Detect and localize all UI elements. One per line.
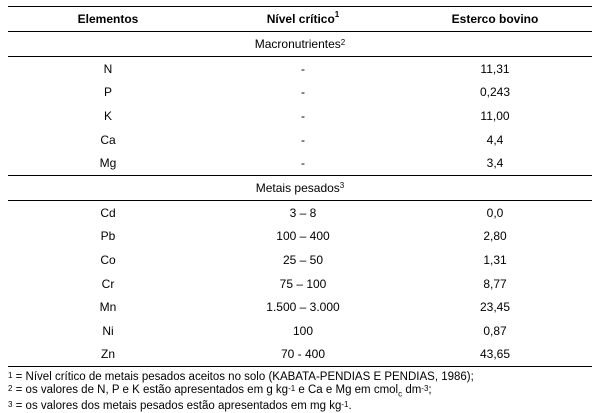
cell-elemento: P [103, 85, 112, 100]
cell-nivel-critico: 1.500 – 3.000 [266, 300, 340, 315]
cell-esterco-bovino: 23,45 [479, 300, 511, 315]
cell-nivel-critico: - [301, 132, 305, 147]
table-header [8, 7, 592, 31]
cell-elemento: Ni [102, 323, 114, 338]
table-row [8, 104, 592, 128]
footnote-3: $^3$ = os valores dos metais pesados estão apresentados em mg $kg^{-1}$. [8, 400, 352, 413]
cell-esterco-bovino: 0,87 [483, 323, 507, 338]
cell-nivel-critico: - [301, 85, 305, 100]
cell-nivel-critico: - [301, 156, 305, 171]
table-row [8, 272, 592, 296]
cell-elemento: N [103, 61, 113, 76]
cell-nivel-critico: 25 – 50 [282, 252, 324, 267]
cell-esterco-bovino: 11,00 [480, 108, 510, 123]
header-elementos: Elementos [77, 12, 139, 26]
cell-esterco-bovino: 4,4 [486, 132, 504, 147]
cell-elemento: Pb [100, 229, 116, 244]
cell-esterco-bovino: 2,80 [483, 229, 507, 244]
table-row [8, 343, 592, 367]
header-nivel-critico: Nível crítico$^1$ [266, 10, 340, 26]
footnotes [8, 371, 592, 413]
footnote-2: $^2$ = os valores de N, P e K estão apresentados em g $kg^{-1}$ e Ca e Mg em cmol$_c$ $dm^{-3}$; [8, 384, 432, 399]
cell-esterco-bovino: 0,243 [479, 85, 511, 100]
table-row [8, 295, 592, 319]
table-row [8, 151, 592, 175]
footnote-1: $^1$ = Nível crítico de metais pesados aceitos no solo (KABATA-PENDIAS E PENDIAS, 1986); [8, 371, 474, 383]
data-table [8, 6, 592, 367]
cell-elemento: Mn [99, 300, 117, 315]
cell-elemento: Mg [99, 156, 117, 171]
cell-elemento: Cd [100, 205, 116, 220]
table-row [8, 81, 592, 105]
cell-nivel-critico: - [301, 61, 305, 76]
table-row [8, 248, 592, 272]
bottom-rule [8, 366, 592, 367]
cell-nivel-critico: 75 – 100 [279, 276, 327, 291]
cell-elemento: Cr [101, 276, 115, 291]
cell-nivel-critico: 100 [292, 323, 314, 338]
cell-esterco-bovino: 43,65 [479, 347, 511, 362]
cell-nivel-critico: 100 – 400 [276, 229, 330, 244]
table-row [8, 57, 592, 81]
table-row [8, 225, 592, 249]
cell-esterco-bovino: 1,31 [483, 252, 507, 267]
cell-nivel-critico: - [301, 108, 305, 123]
section-title-macronutrientes: Macronutrientes $^2$ [254, 37, 346, 51]
header-esterco-bovino: Esterco bovino [451, 12, 539, 26]
cell-nivel-critico: 70 - 400 [280, 347, 326, 362]
section-title-metais-pesados: Metais pesados $^3$ [255, 180, 345, 195]
table-row [8, 201, 592, 225]
table-row [8, 128, 592, 152]
table-row [8, 319, 592, 343]
cell-elemento: Ca [100, 132, 116, 147]
cell-esterco-bovino: 8,77 [483, 276, 507, 291]
macronutrientes-rows [8, 57, 592, 175]
cell-esterco-bovino: 11,31 [480, 61, 510, 76]
cell-elemento: Co [100, 252, 116, 267]
cell-esterco-bovino: 0,0 [486, 205, 504, 220]
cell-esterco-bovino: 3,4 [486, 156, 504, 171]
cell-elemento: Zn [100, 347, 115, 362]
cell-elemento: K [103, 108, 112, 123]
metais-pesados-rows [8, 201, 592, 366]
cell-nivel-critico: 3 – 8 [289, 205, 317, 220]
